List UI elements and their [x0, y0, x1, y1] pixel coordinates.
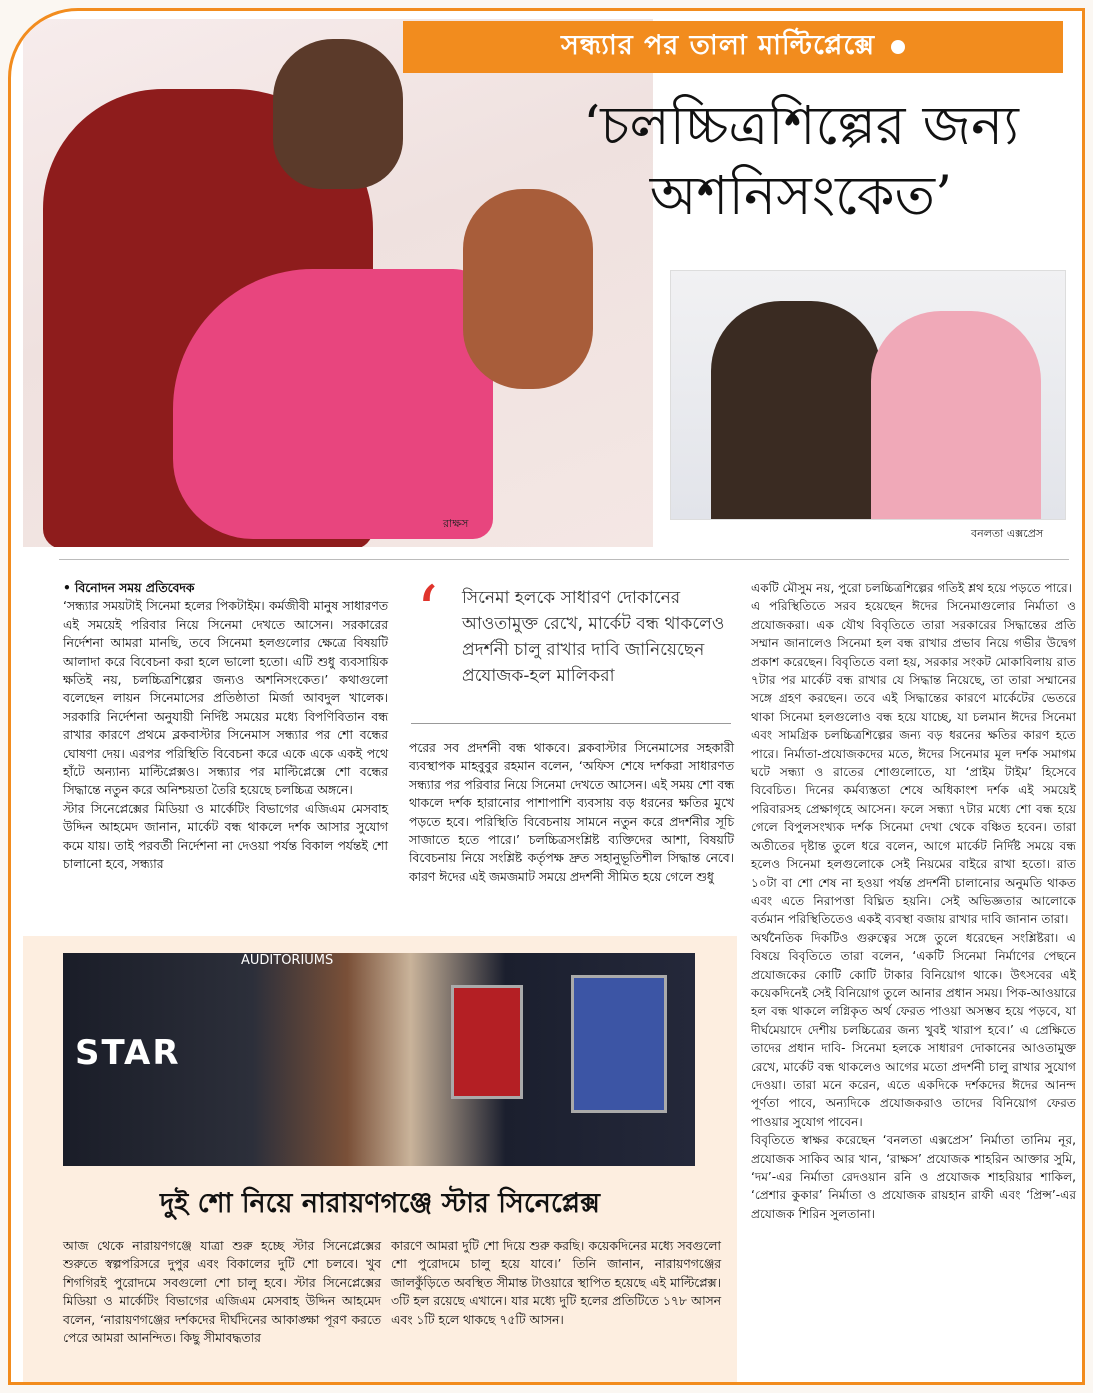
side-photo — [670, 270, 1066, 520]
quote-mark-icon: ‘ — [416, 571, 439, 653]
headline — [531, 91, 1071, 231]
page-frame — [8, 8, 1085, 1385]
col1-para-1: ‘সন্ধ্যার সময়টাই সিনেমা হলের পিকটাইম। কর্মজীবী মানুষ সাধারণত এই সময়েই পরিবার নিয়ে সিনেমা দেখতে আসেন। সরকারের নির্দেশনা আমরা মানছি, তবে সিনেমা হলগুলোর ক্ষেত্রে বিষয়টি আলাদা করে বিবেচনা করা হলে ভালো হতো। এটি শুধু ব্যবসায়িক ক্ষতিই নয়, চলচ্চিত্রশিল্পের জন্যও অশনিসংকেত।’ কথাগুলো বলেছেন লায়ন সিনেমাসের প্রতিষ্ঠাতা মির্জা আবদুল খালেক। সরকারি নির্দেশনা অনুযায়ী নির্দিষ্ট সময়ের মধ্যে বিপণিবিতান বন্ধ রাখার কারণে প্রথমে ব্লকবাস্টার সিনেমাস সন্ধ্যার পর শো বন্ধের ঘোষণা দেয়। এরপর পরিস্থিতি বিবেচনা করে একে একে একই পথে হাঁটে অন্যান্য মাল্টিপ্লেক্সও। সন্ধ্যার পর মাল্টিপ্লেক্সে শো বন্ধের সিদ্ধান্তে নতুন করে অনিশ্চয়তা তৈরি হয়েছে চলচ্চিত্র অঙ্গনে। — [63, 599, 388, 798]
col3-para-2: এ পরিস্থিতিতে সরব হয়েছেন ঈদের সিনেমাগুলোর নির্মাতা ও প্রযোজকরা। এক যৌথ বিবৃতিতে তারা সরকারের সিদ্ধান্তের প্রতি সম্মান জানালেও সিনেমা হল বন্ধ রাখার প্রভাব নিয়ে গভীর উদ্বেগ প্রকাশ করেছেন। বিবৃতিতে বলা হয়, সরকার সংকট মোকাবিলায় রাত ৭টার পর মার্কেট বন্ধ রাখার যে সিদ্ধান্ত নিয়েছে, তা তারা সম্মানের সঙ্গে গ্রহণ করছেন। তবে এই সিদ্ধান্তের কারণে মার্কেটের ভেতরে থাকা সিনেমা হলগুলোও বন্ধ হয়ে যাচ্ছে, যা চলমান ঈদের সিনেমা এবং সামগ্রিক চলচ্চিত্রশিল্পের জন্য বড় ধরনের ক্ষতির কারণ হতে পারে। নির্মাতা-প্রযোজকদের মতে, ঈদের সিনেমার মূল দর্শক সমাগম ঘটে সন্ধ্যা ও রাতের শোগুলোতে, যা ‘প্রাইম টাইম’ হিসেবে বিবেচিত। দিনের কর্মব্যস্ততা শেষে অধিকাংশ দর্শক এই সময়েই পরিবারসহ প্রেক্ষাগৃহে আসেন। ফলে সন্ধ্যা ৭টার মধ্যে শো বন্ধ হয়ে গেলে বিপুলসংখ্যক দর্শক সিনেমা দেখা থেকে বঞ্চিত হবেন। তারা অতীতের দৃষ্টান্ত তুলে ধরে বলেন, আগে মার্কেট নির্দিষ্ট সময়ে বন্ধ হলেও সিনেমা হলগুলোকে সেই নিয়মের বাইরে রাখা হতো। রাত ১০টা বা শো শেষ না হওয়া পর্যন্ত প্রদর্শনী চালানোর অনুমতি থাকত এবং এতে নিরাপত্তা বিঘ্নিত হয়নি। সেই অভিজ্ঞতার আলোকে বর্তমান পরিস্থিতিতেও একই ব্যবস্থা বজায় রাখার দাবি জানান তারা। — [751, 599, 1076, 927]
divider — [59, 559, 1069, 560]
sidebar-col2-para: কারণে আমরা দুটি শো দিয়ে শুরু করছি। কয়েকদিনের মধ্যে সবগুলো শো পুরোদমে চালু হয়ে যাবে।’ তিনি জানান, নারায়ণগঞ্জের জালকুঁড়িতে অবস্থিত সীমান্ত টাওয়ারে স্থাপিত হয়েছে এই মাল্টিপ্লেক্স। ৩টি হল রয়েছে এখানে। যার মধ্যে দুটি হলের প্রতিটিতে ১৭৮ আসন এবং ১টি হলে থাকছে ৭৫টি আসন। — [391, 1239, 721, 1327]
quote-divider — [411, 723, 731, 724]
article-column-1 — [63, 579, 388, 874]
actor-head — [273, 39, 403, 189]
sidebar-column-2 — [391, 1237, 721, 1329]
auditoriums-sign: AUDITORIUMS — [241, 953, 334, 968]
cinema-photo — [63, 953, 695, 1166]
sidebar-title: দুই শো নিয়ে নারায়ণগঞ্জে স্টার সিনেপ্লেক্স — [160, 1188, 600, 1219]
headline-line-2: অশনিসংকেত’ — [649, 164, 953, 227]
side-photo-actress — [871, 311, 1041, 520]
bullet-dot-icon — [891, 40, 905, 54]
actress-figure — [173, 269, 493, 539]
star-logo: STAR — [75, 1033, 181, 1073]
headline-line-1: ‘চলচ্চিত্রশিল্পের জন্য — [583, 94, 1019, 157]
col2-para-1: পরের সব প্রদর্শনী বন্ধ থাকবে। ব্লকবাস্টার সিনেমাসের সহকারী ব্যবস্থাপক মাহবুবুর রহমান বলেন, ‘অফিস শেষে দর্শকরা সাধারণত সন্ধ্যার পর পরিবার নিয়ে সিনেমা দেখতে আসেন। এই সময় শো বন্ধ থাকলে দর্শক হারানোর পাশাপাশি ব্যবসায় বড় ধরনের ক্ষতির মুখে পড়তে হবে। পরিস্থিতি বিবেচনায় সামনে নতুন করে প্রদর্শনীর সূচি সাজাতে হতে পারে।’ চলচ্চিত্রসংশ্লিষ্ট ব্যক্তিদের আশা, বিষয়টি বিবেচনায় নিয়ে সংশ্লিষ্ট কর্তৃপক্ষ দ্রুত সহানুভূতিশীল সিদ্ধান্ত নেবে। কারণ ঈদের এই জমজমাট সময়ে প্রদর্শনী সীমিত হয়ে গেলে শুধু — [409, 741, 734, 884]
col1-para-2: স্টার সিনেপ্লেক্সের মিডিয়া ও মার্কেটিং বিভাগের এজিএম মেসবাহ উদ্দিন আহমেদ জানান, মার্কেট বন্ধ থাকলে দর্শক আসার সুযোগ কমে যায়। তাই পরবর্তী নির্দেশনা না দেওয়া পর্যন্ত বিকাল পর্যন্তই শো চালানো হবে, সন্ধ্যার — [63, 801, 388, 872]
col3-para-3: অর্থনৈতিক দিকটিও গুরুত্বের সঙ্গে তুলে ধরেছেন সংশ্লিষ্টরা। এ বিষয়ে বিবৃতিতে তারা বলেন, ‘একটি সিনেমা নির্মাণের পেছনে প্রযোজকের কোটি কোটি টাকার বিনিয়োগ থাকে। উৎসবের এই কয়েকদিনেই সেই বিনিয়োগ তুলে আনার প্রধান সময়। পিক-আওয়ারে হল বন্ধ থাকলে লগ্নিকৃত অর্থ ফেরত পাওয়া অসম্ভব হয়ে পড়বে, যা দীর্ঘমেয়াদে দেশীয় চলচ্চিত্রের জন্য খুবই খারাপ হবে।’ এ প্রেক্ষিতে তাদের প্রধান দাবি- সিনেমা হলকে সাধারণ দোকানের আওতামুক্ত রেখে, মার্কেট বন্ধ থাকলেও আগের মতো প্রদর্শনী চালু রাখার সুযোগ দেওয়া। তারা মনে করেন, এতে একদিকে দর্শকদের ঈদের আনন্দ পূর্ণতা পাবে, অন্যদিকে প্রযোজকরাও তাদের বিনিয়োগ ফেরত পাওয়ার সুযোগ পাবেন। — [751, 930, 1076, 1129]
movie-poster-2 — [571, 975, 667, 1113]
movie-poster-1 — [451, 985, 523, 1099]
col3-para-1: একটি মৌসুম নয়, পুরো চলচ্চিত্রশিল্পের গতিই শ্লথ হয়ে পড়তে পারে। — [751, 581, 1073, 595]
sidebar-column-1 — [63, 1237, 381, 1347]
article-column-2 — [409, 739, 734, 886]
kicker-text: সন্ধ্যার পর তালা মাল্টিপ্লেক্সে — [560, 29, 876, 61]
pull-quote-text: সিনেমা হলকে সাধারণ দোকানের আওতামুক্ত রেখে, মার্কেট বন্ধ থাকলেও প্রদর্শনী চালু রাখার দাবি জানিয়েছেন প্রযোজক-হল মালিকরা — [462, 588, 725, 686]
main-photo-caption: রাক্ষস — [443, 517, 469, 530]
side-photo-caption: বনলতা এক্সপ্রেস — [971, 527, 1044, 540]
col3-para-4: বিবৃতিতে স্বাক্ষর করেছেন ‘বনলতা এক্সপ্রেস’ নির্মাতা তানিম নূর, প্রযোজক সাকিব আর খান, ‘রাক্ষস’ প্রযোজক শাহরিন আক্তার সুমি, ‘দম’-এর নির্মাতা রেদওয়ান রনি ও প্রযোজক শাহরিয়ার শাকিল, ‘প্রেশার কুকার’ নির্মাতা ও প্রযোজক রায়হান রাফী এবং ‘প্রিন্স’-এর প্রযোজক শিরিন সুলতানা। — [751, 1133, 1076, 1221]
byline: • বিনোদন সময় প্রতিবেদক — [63, 579, 388, 597]
sidebar-col1-para: আজ থেকে নারায়ণগঞ্জে যাত্রা শুরু হচ্ছে স্টার সিনেপ্লেক্সের শুরুতে স্বল্পপরিসরে দুপুর এবং বিকালের দুটি শো চলবে। খুব শিগগিরই পুরোদমে সবগুলো শো চালু হবে। স্টার সিনেপ্লেক্সের মিডিয়া ও মার্কেটিং বিভাগের এজিএম মেসবাহ উদ্দিন আহমেদ বলেন, ‘নারায়ণগঞ্জের দর্শকদের দীর্ঘদিনের আকাঙ্ক্ষা পূরণ করতে পেরে আমরা আনন্দিত। কিছু সীমাবদ্ধতার — [63, 1239, 381, 1346]
article-column-3 — [751, 579, 1076, 1223]
side-photo-actor — [711, 301, 881, 520]
kicker-banner — [403, 21, 1063, 73]
